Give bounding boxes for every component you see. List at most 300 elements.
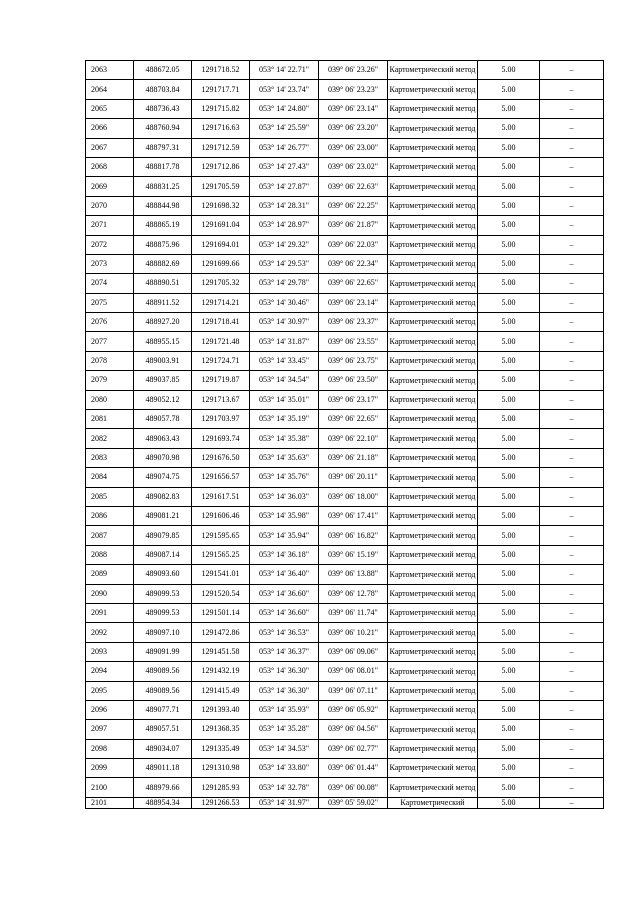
cell-method: Картометрический метод <box>388 545 478 564</box>
cell-longitude: 039° 06' 05.92" <box>319 700 388 719</box>
cell-longitude: 039° 06' 10.21" <box>319 623 388 642</box>
cell-description: – <box>540 506 604 525</box>
cell-y-coordinate: 1291451.58 <box>192 642 250 661</box>
cell-method: Картометрический метод <box>388 293 478 312</box>
cell-method: Картометрический метод <box>388 235 478 254</box>
cell-y-coordinate: 1291716.63 <box>192 119 250 138</box>
cell-latitude: 053° 14' 25.59" <box>250 119 319 138</box>
cell-description: – <box>540 119 604 138</box>
cell-latitude: 053° 14' 35.76" <box>250 468 319 487</box>
cell-description: – <box>540 216 604 235</box>
cell-description: – <box>540 797 604 808</box>
cell-description: – <box>540 177 604 196</box>
cell-method: Картометрический метод <box>388 254 478 273</box>
cell-description: – <box>540 720 604 739</box>
cell-latitude: 053° 14' 34.53" <box>250 739 319 758</box>
cell-latitude: 053° 14' 27.43" <box>250 157 319 176</box>
table-row <box>86 526 604 545</box>
cell-longitude: 039° 06' 08.01" <box>319 662 388 681</box>
cell-point-number: 2076 <box>86 313 134 332</box>
cell-point-number: 2073 <box>86 254 134 273</box>
cell-point-number: 2088 <box>86 545 134 564</box>
cell-accuracy: 5.00 <box>478 623 540 642</box>
table-row <box>86 642 604 661</box>
cell-x-coordinate: 489074.75 <box>134 468 192 487</box>
cell-longitude: 039° 06' 23.14" <box>319 99 388 118</box>
cell-accuracy: 5.00 <box>478 177 540 196</box>
cell-point-number: 2068 <box>86 157 134 176</box>
cell-description: – <box>540 332 604 351</box>
cell-point-number: 2099 <box>86 759 134 778</box>
cell-longitude: 039° 06' 23.55" <box>319 332 388 351</box>
cell-longitude: 039° 06' 22.34" <box>319 254 388 273</box>
cell-description: – <box>540 565 604 584</box>
cell-accuracy: 5.00 <box>478 157 540 176</box>
cell-y-coordinate: 1291415.49 <box>192 681 250 700</box>
table-row <box>86 797 604 808</box>
cell-accuracy: 5.00 <box>478 371 540 390</box>
cell-description: – <box>540 274 604 293</box>
cell-longitude: 039° 06' 00.08" <box>319 778 388 797</box>
cell-longitude: 039° 06' 07.11" <box>319 681 388 700</box>
cell-y-coordinate: 1291719.87 <box>192 371 250 390</box>
cell-latitude: 053° 14' 33.80" <box>250 759 319 778</box>
table-row <box>86 603 604 622</box>
cell-latitude: 053° 14' 36.30" <box>250 681 319 700</box>
cell-y-coordinate: 1291718.41 <box>192 313 250 332</box>
cell-y-coordinate: 1291606.46 <box>192 506 250 525</box>
cell-accuracy: 5.00 <box>478 797 540 808</box>
cell-x-coordinate: 488831.25 <box>134 177 192 196</box>
cell-x-coordinate: 489079.85 <box>134 526 192 545</box>
cell-longitude: 039° 06' 22.03" <box>319 235 388 254</box>
cell-longitude: 039° 05' 59.02" <box>319 797 388 808</box>
cell-method: Картометрический метод <box>388 99 478 118</box>
cell-y-coordinate: 1291617.51 <box>192 487 250 506</box>
cell-longitude: 039° 06' 22.65" <box>319 274 388 293</box>
cell-x-coordinate: 489087.14 <box>134 545 192 564</box>
cell-description: – <box>540 235 604 254</box>
cell-x-coordinate: 489091.99 <box>134 642 192 661</box>
cell-method: Картометрический метод <box>388 274 478 293</box>
cell-latitude: 053° 14' 36.37" <box>250 642 319 661</box>
cell-y-coordinate: 1291472.86 <box>192 623 250 642</box>
cell-accuracy: 5.00 <box>478 584 540 603</box>
cell-latitude: 053° 14' 27.87" <box>250 177 319 196</box>
cell-latitude: 053° 14' 35.28" <box>250 720 319 739</box>
cell-point-number: 2093 <box>86 642 134 661</box>
cell-longitude: 039° 06' 01.44" <box>319 759 388 778</box>
table-row <box>86 429 604 448</box>
cell-y-coordinate: 1291335.49 <box>192 739 250 758</box>
table-row <box>86 778 604 797</box>
cell-x-coordinate: 488927.20 <box>134 313 192 332</box>
cell-y-coordinate: 1291565.25 <box>192 545 250 564</box>
cell-latitude: 053° 14' 31.97" <box>250 797 319 808</box>
cell-y-coordinate: 1291285.93 <box>192 778 250 797</box>
table-row <box>86 254 604 273</box>
cell-x-coordinate: 489011.18 <box>134 759 192 778</box>
cell-accuracy: 5.00 <box>478 778 540 797</box>
cell-accuracy: 5.00 <box>478 99 540 118</box>
cell-method: Картометрический метод <box>388 700 478 719</box>
cell-method: Картометрический метод <box>388 759 478 778</box>
cell-accuracy: 5.00 <box>478 526 540 545</box>
cell-point-number: 2074 <box>86 274 134 293</box>
cell-method: Картометрический метод <box>388 487 478 506</box>
cell-point-number: 2080 <box>86 390 134 409</box>
cell-description: – <box>540 526 604 545</box>
cell-description: – <box>540 739 604 758</box>
cell-latitude: 053° 14' 36.53" <box>250 623 319 642</box>
cell-y-coordinate: 1291310.98 <box>192 759 250 778</box>
table-row <box>86 545 604 564</box>
cell-longitude: 039° 06' 21.87" <box>319 216 388 235</box>
cell-x-coordinate: 489082.83 <box>134 487 192 506</box>
cell-y-coordinate: 1291520.54 <box>192 584 250 603</box>
table-row <box>86 351 604 370</box>
cell-description: – <box>540 293 604 312</box>
table-row <box>86 313 604 332</box>
cell-method: Картометрический метод <box>388 61 478 80</box>
cell-description: – <box>540 61 604 80</box>
cell-y-coordinate: 1291724.71 <box>192 351 250 370</box>
cell-accuracy: 5.00 <box>478 80 540 99</box>
table-body <box>86 61 604 809</box>
cell-y-coordinate: 1291698.32 <box>192 196 250 215</box>
cell-method: Картометрический метод <box>388 390 478 409</box>
cell-description: – <box>540 662 604 681</box>
cell-description: – <box>540 313 604 332</box>
coordinates-sheet <box>85 60 603 809</box>
cell-x-coordinate: 488890.51 <box>134 274 192 293</box>
cell-latitude: 053° 14' 23.74" <box>250 80 319 99</box>
cell-method: Картометрический метод <box>388 313 478 332</box>
table-row <box>86 138 604 157</box>
cell-y-coordinate: 1291595.65 <box>192 526 250 545</box>
cell-latitude: 053° 14' 30.46" <box>250 293 319 312</box>
cell-latitude: 053° 14' 34.54" <box>250 371 319 390</box>
cell-description: – <box>540 448 604 467</box>
cell-x-coordinate: 489099.53 <box>134 584 192 603</box>
cell-latitude: 053° 14' 35.63" <box>250 448 319 467</box>
cell-longitude: 039° 06' 22.63" <box>319 177 388 196</box>
cell-description: – <box>540 468 604 487</box>
cell-point-number: 2065 <box>86 99 134 118</box>
table-row <box>86 506 604 525</box>
cell-point-number: 2087 <box>86 526 134 545</box>
cell-description: – <box>540 700 604 719</box>
cell-y-coordinate: 1291501.14 <box>192 603 250 622</box>
cell-x-coordinate: 489063.43 <box>134 429 192 448</box>
cell-accuracy: 5.00 <box>478 642 540 661</box>
cell-latitude: 053° 14' 36.03" <box>250 487 319 506</box>
cell-description: – <box>540 681 604 700</box>
cell-description: – <box>540 390 604 409</box>
table-row <box>86 623 604 642</box>
cell-method: Картометрический метод <box>388 429 478 448</box>
cell-accuracy: 5.00 <box>478 410 540 429</box>
table-row <box>86 196 604 215</box>
cell-longitude: 039° 06' 22.65" <box>319 410 388 429</box>
cell-method: Картометрический метод <box>388 216 478 235</box>
cell-x-coordinate: 489077.71 <box>134 700 192 719</box>
cell-accuracy: 5.00 <box>478 429 540 448</box>
cell-point-number: 2067 <box>86 138 134 157</box>
table-row <box>86 468 604 487</box>
cell-description: – <box>540 545 604 564</box>
cell-latitude: 053° 14' 31.87" <box>250 332 319 351</box>
table-row <box>86 681 604 700</box>
table-row <box>86 99 604 118</box>
cell-method: Картометрический метод <box>388 623 478 642</box>
coordinates-table <box>85 60 604 809</box>
cell-accuracy: 5.00 <box>478 468 540 487</box>
cell-accuracy: 5.00 <box>478 196 540 215</box>
cell-accuracy: 5.00 <box>478 351 540 370</box>
cell-longitude: 039° 06' 04.56" <box>319 720 388 739</box>
table-row <box>86 293 604 312</box>
cell-description: – <box>540 351 604 370</box>
cell-x-coordinate: 488736.43 <box>134 99 192 118</box>
cell-x-coordinate: 489099.53 <box>134 603 192 622</box>
cell-latitude: 053° 14' 24.80" <box>250 99 319 118</box>
cell-longitude: 039° 06' 21.18" <box>319 448 388 467</box>
cell-point-number: 2101 <box>86 797 134 808</box>
cell-method: Картометрический метод <box>388 448 478 467</box>
cell-method: Картометрический метод <box>388 778 478 797</box>
cell-y-coordinate: 1291432.19 <box>192 662 250 681</box>
cell-method: Картометрический <box>388 797 478 808</box>
cell-y-coordinate: 1291713.67 <box>192 390 250 409</box>
cell-longitude: 039° 06' 23.00" <box>319 138 388 157</box>
cell-method: Картометрический метод <box>388 138 478 157</box>
table-row <box>86 584 604 603</box>
cell-x-coordinate: 488817.78 <box>134 157 192 176</box>
cell-y-coordinate: 1291718.52 <box>192 61 250 80</box>
table-row <box>86 739 604 758</box>
cell-x-coordinate: 488844.98 <box>134 196 192 215</box>
cell-point-number: 2075 <box>86 293 134 312</box>
cell-accuracy: 5.00 <box>478 506 540 525</box>
cell-x-coordinate: 488979.66 <box>134 778 192 797</box>
cell-description: – <box>540 196 604 215</box>
cell-description: – <box>540 371 604 390</box>
cell-point-number: 2079 <box>86 371 134 390</box>
cell-description: – <box>540 487 604 506</box>
cell-longitude: 039° 06' 23.75" <box>319 351 388 370</box>
cell-x-coordinate: 488760.94 <box>134 119 192 138</box>
cell-accuracy: 5.00 <box>478 332 540 351</box>
cell-latitude: 053° 14' 26.77" <box>250 138 319 157</box>
cell-accuracy: 5.00 <box>478 739 540 758</box>
cell-latitude: 053° 14' 29.32" <box>250 235 319 254</box>
cell-point-number: 2069 <box>86 177 134 196</box>
cell-latitude: 053° 14' 35.94" <box>250 526 319 545</box>
cell-y-coordinate: 1291712.86 <box>192 157 250 176</box>
cell-x-coordinate: 489052.12 <box>134 390 192 409</box>
table-row <box>86 662 604 681</box>
table-row <box>86 371 604 390</box>
cell-point-number: 2089 <box>86 565 134 584</box>
table-row <box>86 119 604 138</box>
cell-point-number: 2090 <box>86 584 134 603</box>
cell-description: – <box>540 254 604 273</box>
cell-point-number: 2082 <box>86 429 134 448</box>
cell-point-number: 2086 <box>86 506 134 525</box>
table-row <box>86 487 604 506</box>
cell-y-coordinate: 1291691.04 <box>192 216 250 235</box>
cell-y-coordinate: 1291676.50 <box>192 448 250 467</box>
table-row <box>86 216 604 235</box>
cell-x-coordinate: 489034.07 <box>134 739 192 758</box>
cell-latitude: 053° 14' 28.31" <box>250 196 319 215</box>
cell-longitude: 039° 06' 22.25" <box>319 196 388 215</box>
cell-latitude: 053° 14' 35.38" <box>250 429 319 448</box>
cell-x-coordinate: 489037.85 <box>134 371 192 390</box>
cell-latitude: 053° 14' 36.30" <box>250 662 319 681</box>
cell-y-coordinate: 1291705.59 <box>192 177 250 196</box>
cell-description: – <box>540 429 604 448</box>
cell-accuracy: 5.00 <box>478 119 540 138</box>
cell-latitude: 053° 14' 35.93" <box>250 700 319 719</box>
table-row <box>86 390 604 409</box>
cell-x-coordinate: 489057.78 <box>134 410 192 429</box>
table-row <box>86 565 604 584</box>
cell-method: Картометрический метод <box>388 157 478 176</box>
cell-y-coordinate: 1291656.57 <box>192 468 250 487</box>
cell-point-number: 2070 <box>86 196 134 215</box>
cell-longitude: 039° 06' 12.78" <box>319 584 388 603</box>
cell-accuracy: 5.00 <box>478 254 540 273</box>
cell-method: Картометрический метод <box>388 565 478 584</box>
cell-point-number: 2083 <box>86 448 134 467</box>
cell-accuracy: 5.00 <box>478 545 540 564</box>
cell-y-coordinate: 1291721.48 <box>192 332 250 351</box>
cell-y-coordinate: 1291266.53 <box>192 797 250 808</box>
cell-y-coordinate: 1291715.82 <box>192 99 250 118</box>
cell-point-number: 2081 <box>86 410 134 429</box>
cell-accuracy: 5.00 <box>478 565 540 584</box>
cell-method: Картометрический метод <box>388 371 478 390</box>
cell-description: – <box>540 778 604 797</box>
cell-point-number: 2085 <box>86 487 134 506</box>
cell-longitude: 039° 06' 16.82" <box>319 526 388 545</box>
cell-point-number: 2072 <box>86 235 134 254</box>
cell-accuracy: 5.00 <box>478 235 540 254</box>
table-row <box>86 61 604 80</box>
cell-longitude: 039° 06' 23.02" <box>319 157 388 176</box>
cell-longitude: 039° 06' 23.26" <box>319 61 388 80</box>
cell-point-number: 2100 <box>86 778 134 797</box>
cell-description: – <box>540 138 604 157</box>
cell-x-coordinate: 488955.15 <box>134 332 192 351</box>
cell-description: – <box>540 623 604 642</box>
cell-accuracy: 5.00 <box>478 61 540 80</box>
cell-latitude: 053° 14' 29.53" <box>250 254 319 273</box>
cell-longitude: 039° 06' 23.23" <box>319 80 388 99</box>
cell-longitude: 039° 06' 15.19" <box>319 545 388 564</box>
cell-longitude: 039° 06' 23.20" <box>319 119 388 138</box>
table-row <box>86 759 604 778</box>
table-row <box>86 410 604 429</box>
cell-latitude: 053° 14' 28.97" <box>250 216 319 235</box>
cell-longitude: 039° 06' 11.74" <box>319 603 388 622</box>
cell-latitude: 053° 14' 36.60" <box>250 603 319 622</box>
cell-x-coordinate: 489089.56 <box>134 662 192 681</box>
cell-point-number: 2063 <box>86 61 134 80</box>
cell-latitude: 053° 14' 29.78" <box>250 274 319 293</box>
cell-accuracy: 5.00 <box>478 274 540 293</box>
cell-point-number: 2096 <box>86 700 134 719</box>
cell-point-number: 2084 <box>86 468 134 487</box>
cell-latitude: 053° 14' 35.98" <box>250 506 319 525</box>
cell-x-coordinate: 488797.31 <box>134 138 192 157</box>
cell-y-coordinate: 1291699.66 <box>192 254 250 273</box>
cell-point-number: 2095 <box>86 681 134 700</box>
cell-latitude: 053° 14' 36.40" <box>250 565 319 584</box>
cell-method: Картометрический метод <box>388 119 478 138</box>
cell-accuracy: 5.00 <box>478 603 540 622</box>
cell-description: – <box>540 759 604 778</box>
cell-method: Картометрический метод <box>388 506 478 525</box>
cell-point-number: 2078 <box>86 351 134 370</box>
cell-method: Картометрический метод <box>388 196 478 215</box>
cell-longitude: 039° 06' 23.50" <box>319 371 388 390</box>
cell-latitude: 053° 14' 30.97" <box>250 313 319 332</box>
cell-x-coordinate: 488875.96 <box>134 235 192 254</box>
cell-y-coordinate: 1291705.32 <box>192 274 250 293</box>
cell-latitude: 053° 14' 35.19" <box>250 410 319 429</box>
cell-y-coordinate: 1291694.01 <box>192 235 250 254</box>
cell-point-number: 2066 <box>86 119 134 138</box>
cell-longitude: 039° 06' 17.41" <box>319 506 388 525</box>
cell-x-coordinate: 488954.34 <box>134 797 192 808</box>
cell-description: – <box>540 99 604 118</box>
cell-method: Картометрический метод <box>388 410 478 429</box>
cell-latitude: 053° 14' 36.60" <box>250 584 319 603</box>
cell-longitude: 039° 06' 02.77" <box>319 739 388 758</box>
cell-point-number: 2097 <box>86 720 134 739</box>
cell-latitude: 053° 14' 35.01" <box>250 390 319 409</box>
cell-point-number: 2064 <box>86 80 134 99</box>
cell-point-number: 2071 <box>86 216 134 235</box>
cell-accuracy: 5.00 <box>478 720 540 739</box>
cell-description: – <box>540 157 604 176</box>
cell-y-coordinate: 1291717.71 <box>192 80 250 99</box>
cell-x-coordinate: 489003.91 <box>134 351 192 370</box>
cell-accuracy: 5.00 <box>478 313 540 332</box>
cell-method: Картометрический метод <box>388 739 478 758</box>
cell-method: Картометрический метод <box>388 603 478 622</box>
cell-accuracy: 5.00 <box>478 681 540 700</box>
cell-x-coordinate: 488911.52 <box>134 293 192 312</box>
table-row <box>86 80 604 99</box>
cell-accuracy: 5.00 <box>478 293 540 312</box>
cell-description: – <box>540 642 604 661</box>
cell-method: Картометрический метод <box>388 720 478 739</box>
cell-method: Картометрический метод <box>388 351 478 370</box>
cell-latitude: 053° 14' 32.78" <box>250 778 319 797</box>
cell-accuracy: 5.00 <box>478 448 540 467</box>
cell-point-number: 2091 <box>86 603 134 622</box>
cell-latitude: 053° 14' 36.18" <box>250 545 319 564</box>
cell-y-coordinate: 1291703.97 <box>192 410 250 429</box>
cell-point-number: 2092 <box>86 623 134 642</box>
cell-longitude: 039° 06' 23.17" <box>319 390 388 409</box>
cell-accuracy: 5.00 <box>478 138 540 157</box>
cell-x-coordinate: 488703.84 <box>134 80 192 99</box>
